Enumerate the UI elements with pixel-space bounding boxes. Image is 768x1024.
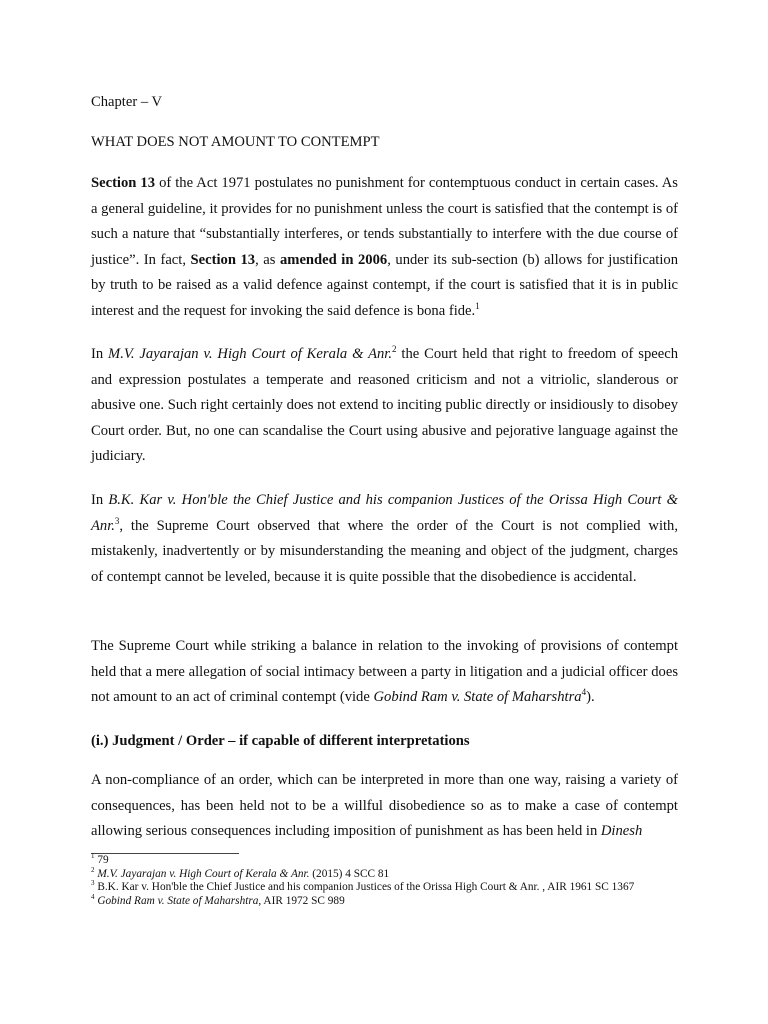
text: In [91,346,109,362]
paragraph-jayarajan [91,342,678,470]
text: the Court held that right to freedom of speech and expression postulates a temperate and reasoned criticism and not a vitriolic, slanderous or abusive one. Such right certainly does not extend to inciting public directly or insidiously to disobey Court order. But, no one can scandalise the Court using abusive and pejorative language against the judiciary. [91,346,678,464]
case-name: M.V. Jayarajan v. High Court of Kerala & Anr. [108,346,393,362]
case-name: B.K. Kar v. Hon'ble the Chief Justice and his companion Justices of the Orissa High Court & Anr. [91,492,678,534]
footnote-number: 4 [91,893,95,902]
case-name: Gobind Ram v. State of Maharshtra [373,689,582,705]
footnote-text: (2015) 4 SCC 81 [309,867,390,880]
text: A non-compliance of an order, which can be interpreted in more than one way, raising a variety of consequences, has been held not to be a willful disobedience so as to make a case of contempt allowing serious consequences including imposition of punishment as has been held in [91,772,678,839]
footnote-text: 79 [94,854,109,866]
text: , as [255,251,280,268]
footnote-case: M.V. Jayarajan v. High Court of Kerala & Anr. [97,867,310,880]
text: ). [586,689,595,705]
footnote-ref-3[interactable]: 3 [114,515,120,526]
section-13-ref: Section 13 [91,175,156,191]
chapter-title: WHAT DOES NOT AMOUNT TO CONTEMPT [91,134,380,150]
footnote-number: 3 [91,879,95,888]
text: , the Supreme Court observed that where the order of the Court is not complied with, mistakenly, inadvertently or by misunderstanding the meaning and object of the judgment, charges of contempt cannot be leveled, because it is quite possible that the disobedience is accidental. [91,517,678,585]
footnote-4 [91,895,681,909]
footnote-2 [91,865,681,882]
footnote-ref-2[interactable]: 2 [392,344,397,355]
footnote-3 [91,881,681,895]
footnote-number: 2 [91,865,95,874]
text: The Supreme Court while striking a balance in relation to the invoking of provisions of contempt held that a mere allegation of social intimacy between a party in litigation and a judicial officer does not amount to an act of criminal contempt (vide [91,638,678,705]
footnote-text: , AIR 1972 SC 989 [258,894,345,907]
chapter-label: Chapter – V [91,94,163,110]
case-name: Dinesh [600,823,643,839]
amendment-ref: amended in 2006 [279,251,388,268]
footnote-ref-1[interactable]: 1 [475,300,480,311]
text: , under its sub-section (b) allows for justification by truth to be raised as a valid defence against contempt, if the court is satisfied that it is in public interest and the request for invoking the said defence is bona fide. [91,251,678,319]
footnote-number: 1 [91,852,95,861]
footnote-ref-4[interactable]: 4 [581,687,587,698]
footnote-text: B.K. Kar v. Hon'ble the Chief Justice and his companion Justices of the Orissa High Court & Anr. , AIR 1961 SC 1367 [94,881,635,894]
paragraph-gobind-ram [91,634,678,711]
footnote-1 [91,854,681,868]
paragraph-non-compliance [91,768,678,845]
footnotes [91,854,681,908]
text: In [91,492,109,508]
text: of the Act 1971 postulates no punishment for contemptuous conduct in certain cases. As a general guideline, it provides for no punishment unless the court is satisfied that the contempt is of such a nature that “substantially interferes, or tends substantially to interfere with the due course of justice”. In fact, [91,175,678,268]
paragraph-section-13 [91,171,678,324]
paragraph-bk-kar [91,488,678,590]
footnote-case: Gobind Ram v. State of Maharshtra [97,894,259,907]
section-13-ref: Section 13 [190,251,256,268]
subheading: (i.) Judgment / Order – if capable of different interpretations [91,733,470,749]
